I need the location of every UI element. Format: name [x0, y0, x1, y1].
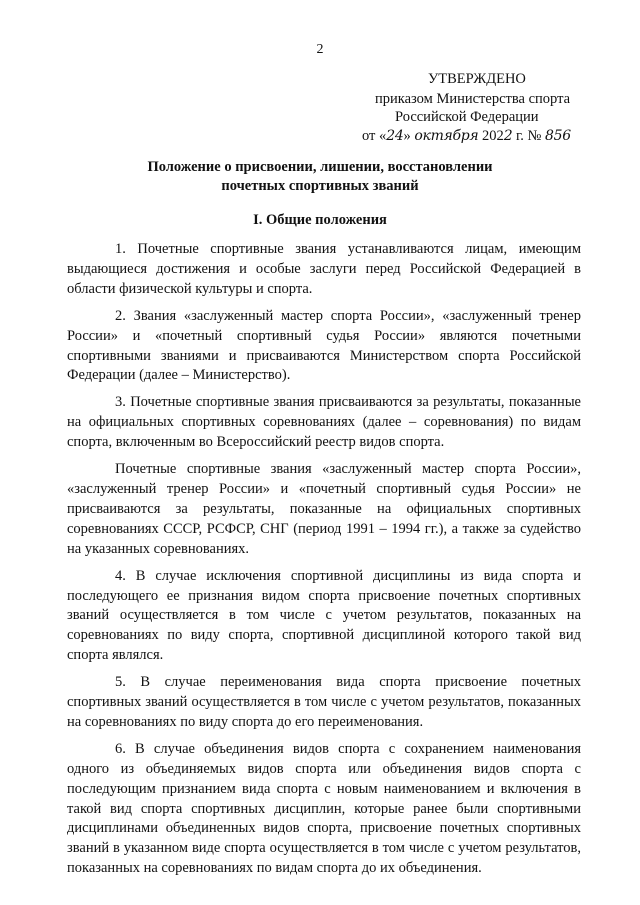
paragraph: 2. Звания «заслуженный мастер спорта России», «заслуженный тренер России» и «почетный спортивный судья России» являются почетными спортивными званиями и присваиваются Министерством спорта Российской Федерации (далее – Министерство).	[67, 307, 581, 384]
approval-line-1: приказом Министерства спорта	[375, 91, 571, 107]
paragraph: 3. Почетные спортивные звания присваиваются за результаты, показанные на официальных спортивных соревнованиях (далее – соревнования) по видам спорта, включенным во Всероссийский реестр видов спорта.	[67, 394, 581, 451]
date-year-suffix: 2	[503, 128, 513, 144]
date-day: 24	[386, 128, 404, 144]
paragraph: Почетные спортивные звания «заслуженный мастер спорта России», «заслуженный тренер России» и «почетный спортивный судья России» не присваиваются за результаты, показанные на официальных спортивных соревнованиях СССР, РСФСР, СНГ (период 1991 – 1994 гг.), а также за судейство на указанных соревнованиях.	[67, 461, 581, 557]
title-line-2: почетных спортивных званий	[221, 178, 419, 194]
paragraph: 6. В случае объединения видов спорта с сохранением наименования одного из объединяемых видов спорта или объединения видов спорта с последующим признанием вида спорта с новым наименованием и включения в такой вид спорта спортивных дисциплин, которые ранее были спортивными дисциплинами объединенных видов спорта, присвоение почетных спортивных званий в указанном виде спорта осуществляется в том числе с учетом результатов, показанных на соревнованиях по видам спорта до их объединения.	[67, 740, 581, 877]
date-mid: »	[403, 128, 411, 144]
approval-heading: УТВЕРЖДЕНО	[428, 71, 526, 87]
document-title	[0, 158, 640, 196]
paragraph: 4. В случае исключения спортивной дисциплины из вида спорта и последующего ее признания видом спорта присвоение почетных спортивных званий осуществляется в том числе с учетом результатов, показанных на соревнованиях по виду спорта, спортивной дисциплиной которого такой вид спорта являлся.	[67, 567, 581, 664]
section-title: I. Общие положения	[253, 212, 387, 228]
document-body	[67, 240, 581, 886]
order-number: 856	[545, 128, 571, 144]
page-number: 2	[316, 42, 324, 57]
approval-line-2: Российской Федерации	[395, 109, 539, 125]
title-line-1: Положение о присвоении, лишении, восстановлении	[147, 159, 493, 175]
date-month: октября	[414, 128, 479, 144]
date-prefix: от «	[362, 128, 387, 144]
date-year-prefix: 202	[482, 128, 504, 144]
approval-date-line	[362, 127, 571, 145]
paragraph: 5. В случае переименования вида спорта присвоение почетных спортивных званий осуществляется в том числе с учетом результатов, показанных на соревнованиях по виду спорта до его переименования.	[67, 674, 581, 730]
paragraph: 1. Почетные спортивные звания устанавливаются лицам, имеющим выдающиеся достижения и особые заслуги перед Российской Федерацией в области физической культуры и спорта.	[67, 241, 581, 297]
date-g: г. №	[516, 128, 542, 144]
